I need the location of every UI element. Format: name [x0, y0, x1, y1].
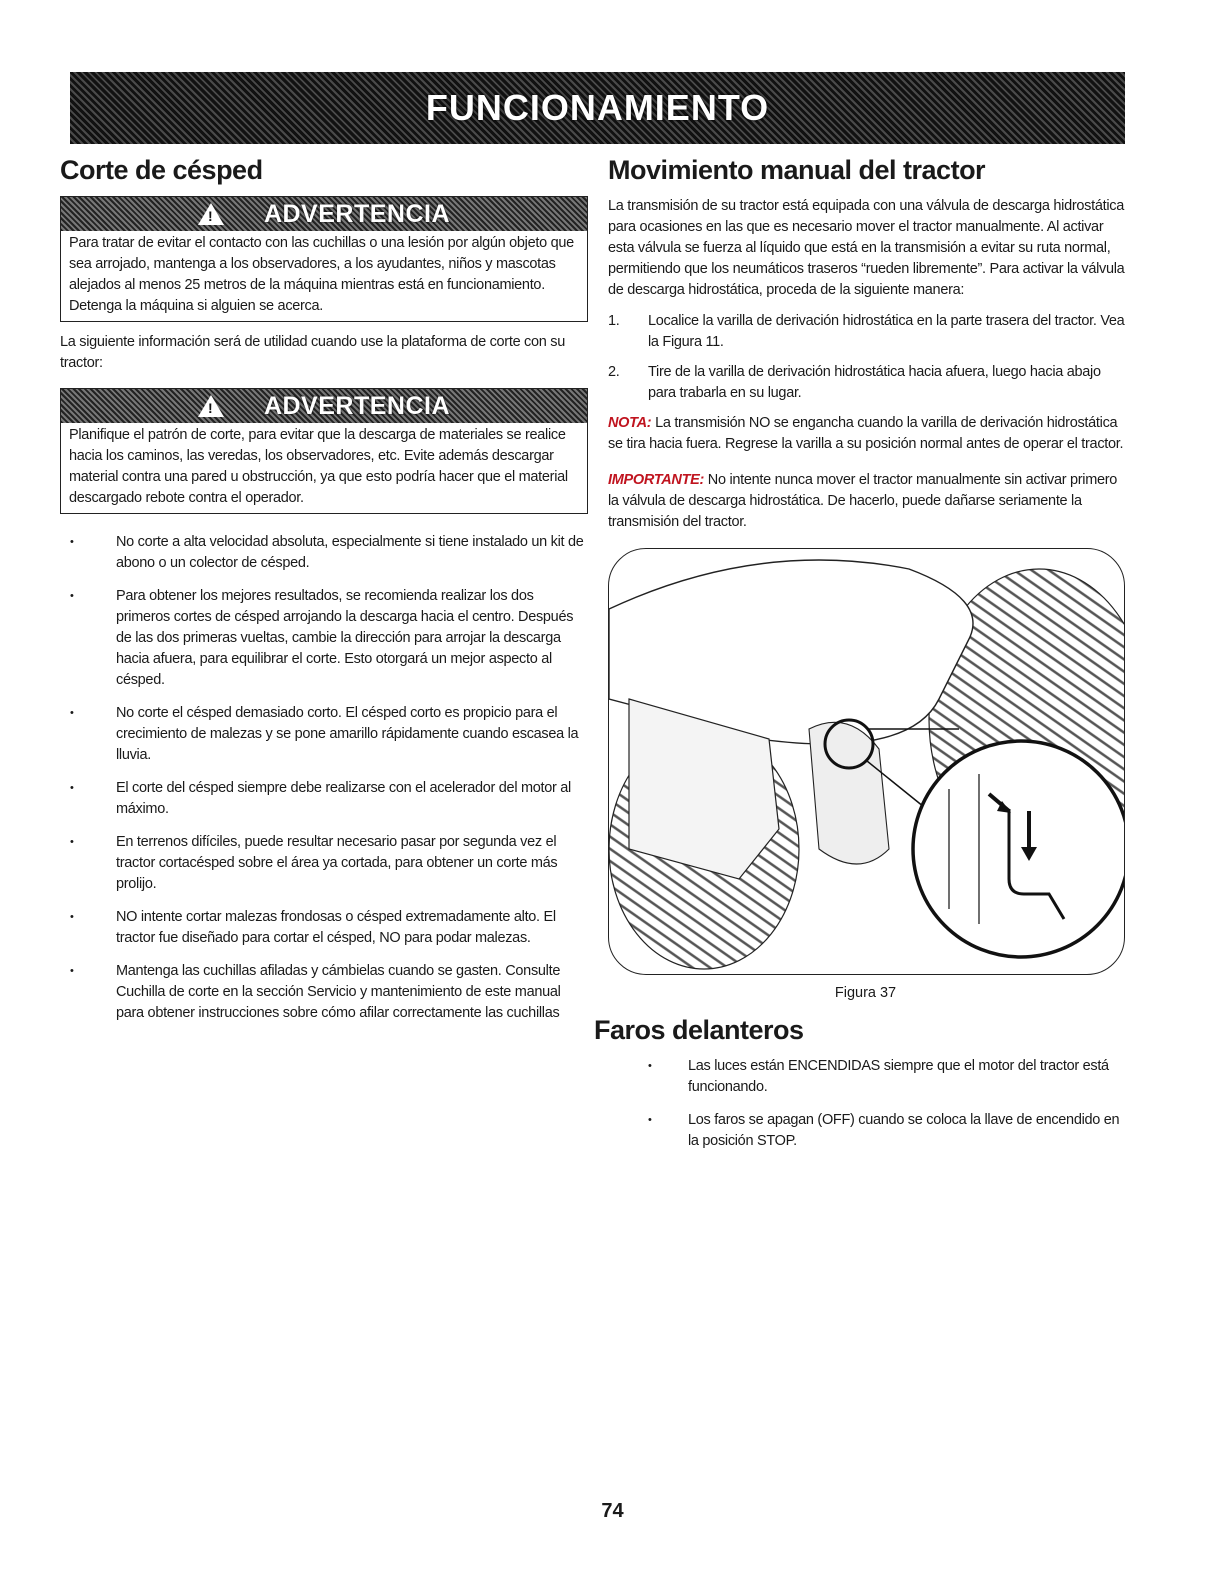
list-item: • Para obtener los mejores resultados, se recomienda realizar los dos primeros cortes de césped arrojando la descarga hacia el centro. Después de las dos primeras vueltas, cambie la dirección para arrojar la descarga hacia afuera, para equilibrar el corte. Esto otorgará un mejor aspecto al césped. — [60, 586, 588, 691]
tractor-bypass-rod-drawing — [609, 549, 1124, 974]
headlights-list — [594, 1056, 1124, 1152]
list-item: • En terrenos difíciles, puede resultar necesario pasar por segunda vez el tractor cortacésped sobre el área ya cortada, para obtener un corte más prolijo. — [60, 832, 588, 895]
transmission-housing — [809, 722, 889, 864]
step-text: Tire de la varilla de derivación hidrostática hacia afuera, luego hacia abajo para trabarla en su lugar. — [648, 364, 1101, 401]
section-banner — [70, 72, 1125, 144]
heading-corte-cesped: Corte de césped — [60, 155, 263, 185]
list-item: • Mantenga las cuchillas afiladas y cámbielas cuando se gasten. Consulte Cuchilla de corte en la sección Servicio y mantenimiento de este manual para obtener instrucciones sobre cómo afilar correctamente las cuchillas — [60, 961, 588, 1024]
importante-paragraph — [608, 470, 1130, 533]
warning-header — [61, 197, 587, 231]
step-item — [608, 311, 1130, 353]
left-column — [60, 155, 588, 1036]
warning-label: ADVERTENCIA — [263, 391, 451, 420]
mowing-tips-list — [60, 532, 588, 1024]
warning-label: ADVERTENCIA — [263, 199, 451, 228]
section-title: FUNCIONAMIENTO — [425, 87, 770, 128]
importante-text: No intente nunca mover el tractor manualmente sin activar primero la válvula de descarga hidrostática. De hacerlo, puede dañarse seriamente la transmisión del tractor. — [608, 471, 1118, 530]
warning-text: Para tratar de evitar el contacto con las cuchillas o una lesión por algún objeto que sea arrojado, mantenga a los observadores, a los ayudantes, niños y mascotas alejados al menos 25 metros de la máquina mientras está en funcionamiento. Detenga la máquina si alguien se acerca. — [69, 235, 574, 314]
list-item: • No corte el césped demasiado corto. El césped corto es propicio para el crecimiento de malezas y se pone amarillo rápidamente cuando escasea la lluvia. — [60, 703, 588, 766]
nota-paragraph — [608, 413, 1130, 455]
faros-section — [594, 1015, 1124, 1164]
warning-triangle-icon: ! — [198, 203, 224, 225]
heading-movimiento-manual: Movimiento manual del tractor — [608, 155, 986, 185]
step-number: 1. — [608, 313, 620, 329]
step-text: Localice la varilla de derivación hidrostática en la parte trasera del tractor. Vea la Figura 11. — [648, 313, 1125, 350]
intro-paragraph: La siguiente información será de utilidad cuando use la plataforma de corte con su tractor: — [60, 334, 565, 371]
warning-triangle-icon: ! — [198, 395, 224, 417]
intro-paragraph: La transmisión de su tractor está equipada con una válvula de descarga hidrostática para ocasiones en las que es necesario mover el tractor manualmente. Al activar esta válvula se fuerza al líquido que está en la transmisión a evitar su ruta normal, permitiendo que los neumáticos traseros “rueden libremente”. Para activar la válvula de descarga hidrostática, proceda de la siguiente manera: — [608, 198, 1125, 298]
list-item: • Los faros se apagan (OFF) cuando se coloca la llave de encendido en la posición STOP. — [594, 1110, 1124, 1152]
importante-label: IMPORTANTE: — [608, 471, 705, 488]
nota-label: NOTA: — [608, 415, 652, 431]
list-item: • Las luces están ENCENDIDAS siempre que el motor del tractor está funcionando. — [594, 1056, 1124, 1098]
warning-text: Planifique el patrón de corte, para evitar que la descarga de materiales se realice hacia los caminos, las veredas, los observadores, etc. Evite además descargar material contra una pared u obstrucción, ya que esto podría hacer que el material descargado rebote contra el operador. — [69, 427, 568, 506]
steps-list — [608, 311, 1130, 404]
warning-box-1 — [60, 196, 588, 322]
list-item: • NO intente cortar malezas frondosas o césped extremadamente alto. El tractor fue diseñado para cortar el césped, NO para podar malezas. — [60, 907, 588, 949]
step-item — [608, 362, 1130, 404]
page-number: 74 — [601, 1500, 624, 1522]
heading-faros-delanteros: Faros delanteros — [594, 1015, 804, 1045]
list-item: • No corte a alta velocidad absoluta, especialmente si tiene instalado un kit de abono o un colector de césped. — [60, 532, 588, 574]
figure-37-illustration — [608, 548, 1125, 975]
callout-magnified-circle — [913, 741, 1124, 957]
warning-header — [61, 389, 587, 423]
warning-box-2 — [60, 388, 588, 514]
figure-caption: Figura 37 — [834, 985, 897, 1001]
right-column — [608, 155, 1130, 547]
step-number: 2. — [608, 364, 620, 380]
list-item: • El corte del césped siempre debe realizarse con el acelerador del motor al máximo. — [60, 778, 588, 820]
nota-text: La transmisión NO se engancha cuando la varilla de derivación hidrostática se tira hacia fuera. Regrese la varilla a su posición normal antes de operar el tractor. — [608, 415, 1124, 452]
